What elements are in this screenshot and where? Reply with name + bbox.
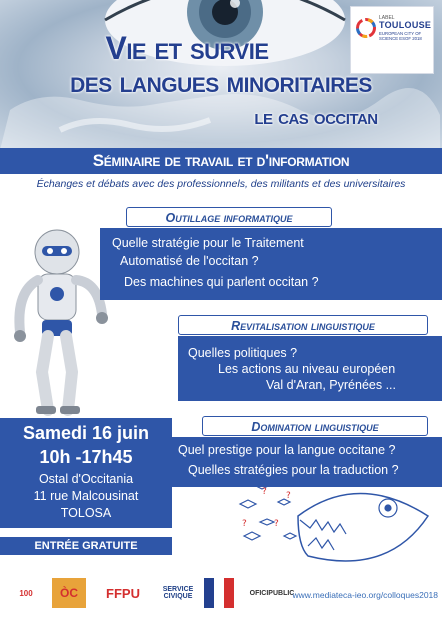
revitalisation-line-1: Quelles politiques ? bbox=[188, 346, 298, 360]
seminar-banner bbox=[0, 148, 442, 174]
section-panel-outillage bbox=[100, 228, 442, 300]
event-city: TOLOSA bbox=[60, 506, 112, 520]
outillage-line-2: Automatisé de l'occitan ? bbox=[120, 254, 259, 268]
logo-tagline: EUROPEAN CITY OF SCIENCE ESOF 2018 bbox=[379, 31, 422, 41]
logo-ffpu: FFPU bbox=[106, 585, 140, 601]
logo-city: TOULOUSE bbox=[379, 20, 432, 30]
svg-text:?: ? bbox=[286, 491, 291, 501]
revitalisation-line-2: Les actions au niveau européen bbox=[218, 362, 396, 376]
logo-republique bbox=[204, 578, 234, 608]
logo-oc: ÒC bbox=[52, 578, 86, 608]
toulouse-esof-logo bbox=[350, 6, 434, 74]
subtitle: Échanges et débats avec des professionnels, des militants et des universitaires bbox=[36, 178, 406, 190]
event-address: 11 rue Malcousinat bbox=[33, 489, 139, 503]
logo-service-civique: SERVICE CIVIQUE bbox=[162, 586, 194, 600]
logo-oficipublic: OFICIPUBLIC bbox=[249, 589, 295, 597]
svg-text:?: ? bbox=[242, 519, 247, 529]
title-line-3: le cas occitan bbox=[254, 104, 378, 129]
section-title-outillage: Outillage informatique bbox=[126, 207, 332, 227]
outillage-line-3: Des machines qui parlent occitan ? bbox=[124, 275, 319, 289]
domination-line-2: Quelles stratégies pour la traduction ? bbox=[188, 463, 399, 477]
entry-free: ENTRÉE GRATUITE bbox=[0, 537, 172, 555]
robot-illustration bbox=[2, 222, 112, 422]
domination-line-1: Quel prestige pour la langue occitane ? bbox=[178, 443, 396, 457]
title-line-2: des langues minoritaires bbox=[70, 66, 372, 99]
website-url[interactable]: www.mediateca-ieo.org/colloques2018 bbox=[292, 590, 438, 600]
event-info bbox=[0, 418, 172, 528]
footer-logos bbox=[0, 570, 442, 618]
svg-text:?: ? bbox=[274, 519, 279, 529]
svg-text:?: ? bbox=[262, 487, 267, 497]
title-line-1: Vie et survie bbox=[105, 30, 269, 66]
esof-ring-icon bbox=[355, 17, 377, 39]
logo-100: 100 bbox=[19, 588, 33, 598]
section-title-domination: Domination linguistique bbox=[202, 416, 428, 436]
revitalisation-line-3: Val d'Aran, Pyrénées ... bbox=[266, 378, 396, 392]
section-title-revitalisation: Revitalisation linguistique bbox=[178, 315, 428, 335]
event-date: Samedi 16 juin bbox=[22, 423, 150, 443]
outillage-line-1: Quelle stratégie pour le Traitement bbox=[112, 236, 304, 250]
event-venue: Ostal d'Occitania bbox=[38, 472, 134, 486]
seminar-title: Séminaire de travail et d'information bbox=[92, 151, 350, 170]
event-time: 10h -17h45 bbox=[39, 447, 133, 467]
section-panel-revitalisation bbox=[178, 336, 442, 401]
logo-label: LABEL bbox=[379, 15, 395, 21]
